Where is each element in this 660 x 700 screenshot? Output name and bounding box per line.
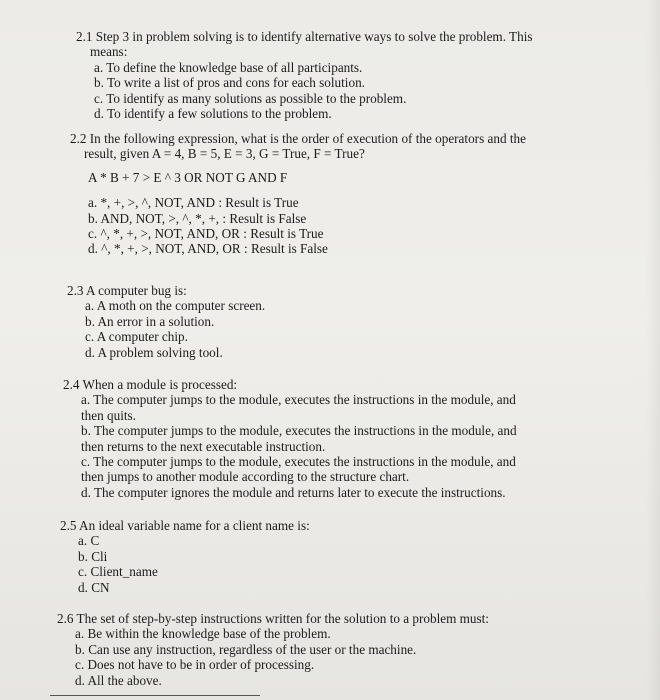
- option-c: [63, 454, 543, 485]
- question-2-3: [67, 283, 547, 360]
- option-b: [63, 423, 543, 454]
- option-line: then quits.: [81, 407, 136, 423]
- option-c: c. A computer chip.: [85, 329, 188, 345]
- option-line: c. The computer jumps to the module, executes the instructions in the module, and: [81, 454, 516, 470]
- stem-line: result, given A = 4, B = 5, E = 3, G = True, F = True?: [84, 146, 365, 162]
- option-b: b. Can use any instruction, regardless of the user or the machine.: [75, 641, 417, 657]
- question-stem: 2.3 A computer bug is:: [67, 283, 187, 298]
- option-a: a. To define the knowledge base of all participants.: [94, 59, 363, 75]
- bottom-rule-divider: [50, 695, 260, 696]
- question-stem: 2.6 The set of step-by-step instructions written for the solution to a problem must:: [57, 611, 489, 626]
- question-2-2: [70, 131, 550, 257]
- option-a: a. *, +, >, ^, NOT, AND : Result is True: [88, 195, 299, 211]
- option-line: d. The computer ignores the module and returns later to execute the instructions.: [81, 484, 506, 500]
- question-2-1: [76, 29, 546, 121]
- expression: A * B + 7 > E ^ 3 OR NOT G AND F: [88, 169, 288, 185]
- question-stem: [76, 29, 546, 60]
- option-c: c. Does not have to be in order of processing.: [75, 657, 315, 673]
- option-d: d. To identify a few solutions to the problem.: [94, 106, 332, 122]
- option-b: b. Cli: [78, 548, 108, 564]
- option-c: c. ^, *, +, >, NOT, AND, OR : Result is True: [88, 226, 324, 242]
- option-line: b. The computer jumps to the module, executes the instructions in the module, and: [81, 423, 517, 439]
- option-d: d. All the above.: [75, 672, 162, 688]
- option-b: b. To write a list of pros and cons for each solution.: [94, 75, 365, 91]
- option-c: c. Client_name: [78, 564, 158, 580]
- option-b: b. An error in a solution.: [85, 313, 215, 329]
- option-d: d. CN: [78, 579, 110, 595]
- option-d: d. ^, *, +, >, NOT, AND, OR : Result is False: [88, 241, 328, 257]
- question-2-6: [57, 611, 547, 688]
- option-a: [63, 392, 543, 423]
- option-line: then returns to the next executable instruction.: [81, 438, 326, 454]
- option-a: a. A moth on the computer screen.: [85, 298, 266, 314]
- option-line: a. The computer jumps to the module, executes the instructions in the module, and: [81, 392, 516, 408]
- option-d: [63, 485, 543, 500]
- stem-line: means:: [90, 44, 128, 60]
- question-stem: 2.4 When a module is processed:: [63, 377, 238, 392]
- page-edge-shadow: [646, 0, 660, 700]
- question-2-5: [60, 518, 540, 595]
- stem-line: 2.2 In the following expression, what is the order of execution of the operators and the: [70, 131, 526, 146]
- option-a: a. Be within the knowledge base of the problem.: [75, 626, 331, 642]
- option-line: then jumps to another module according to the structure chart.: [81, 469, 410, 485]
- question-2-4: [63, 377, 543, 500]
- option-a: a. C: [78, 533, 100, 549]
- option-c: c. To identify as many solutions as possible to the problem.: [94, 90, 407, 106]
- question-stem: 2.5 An ideal variable name for a client name is:: [60, 518, 310, 533]
- question-stem: [70, 131, 550, 162]
- option-d: d. A problem solving tool.: [85, 344, 223, 360]
- option-b: b. AND, NOT, >, ^, *, +, : Result is False: [88, 210, 307, 226]
- stem-line: 2.1 Step 3 in problem solving is to identify alternative ways to solve the problem. This: [76, 29, 533, 44]
